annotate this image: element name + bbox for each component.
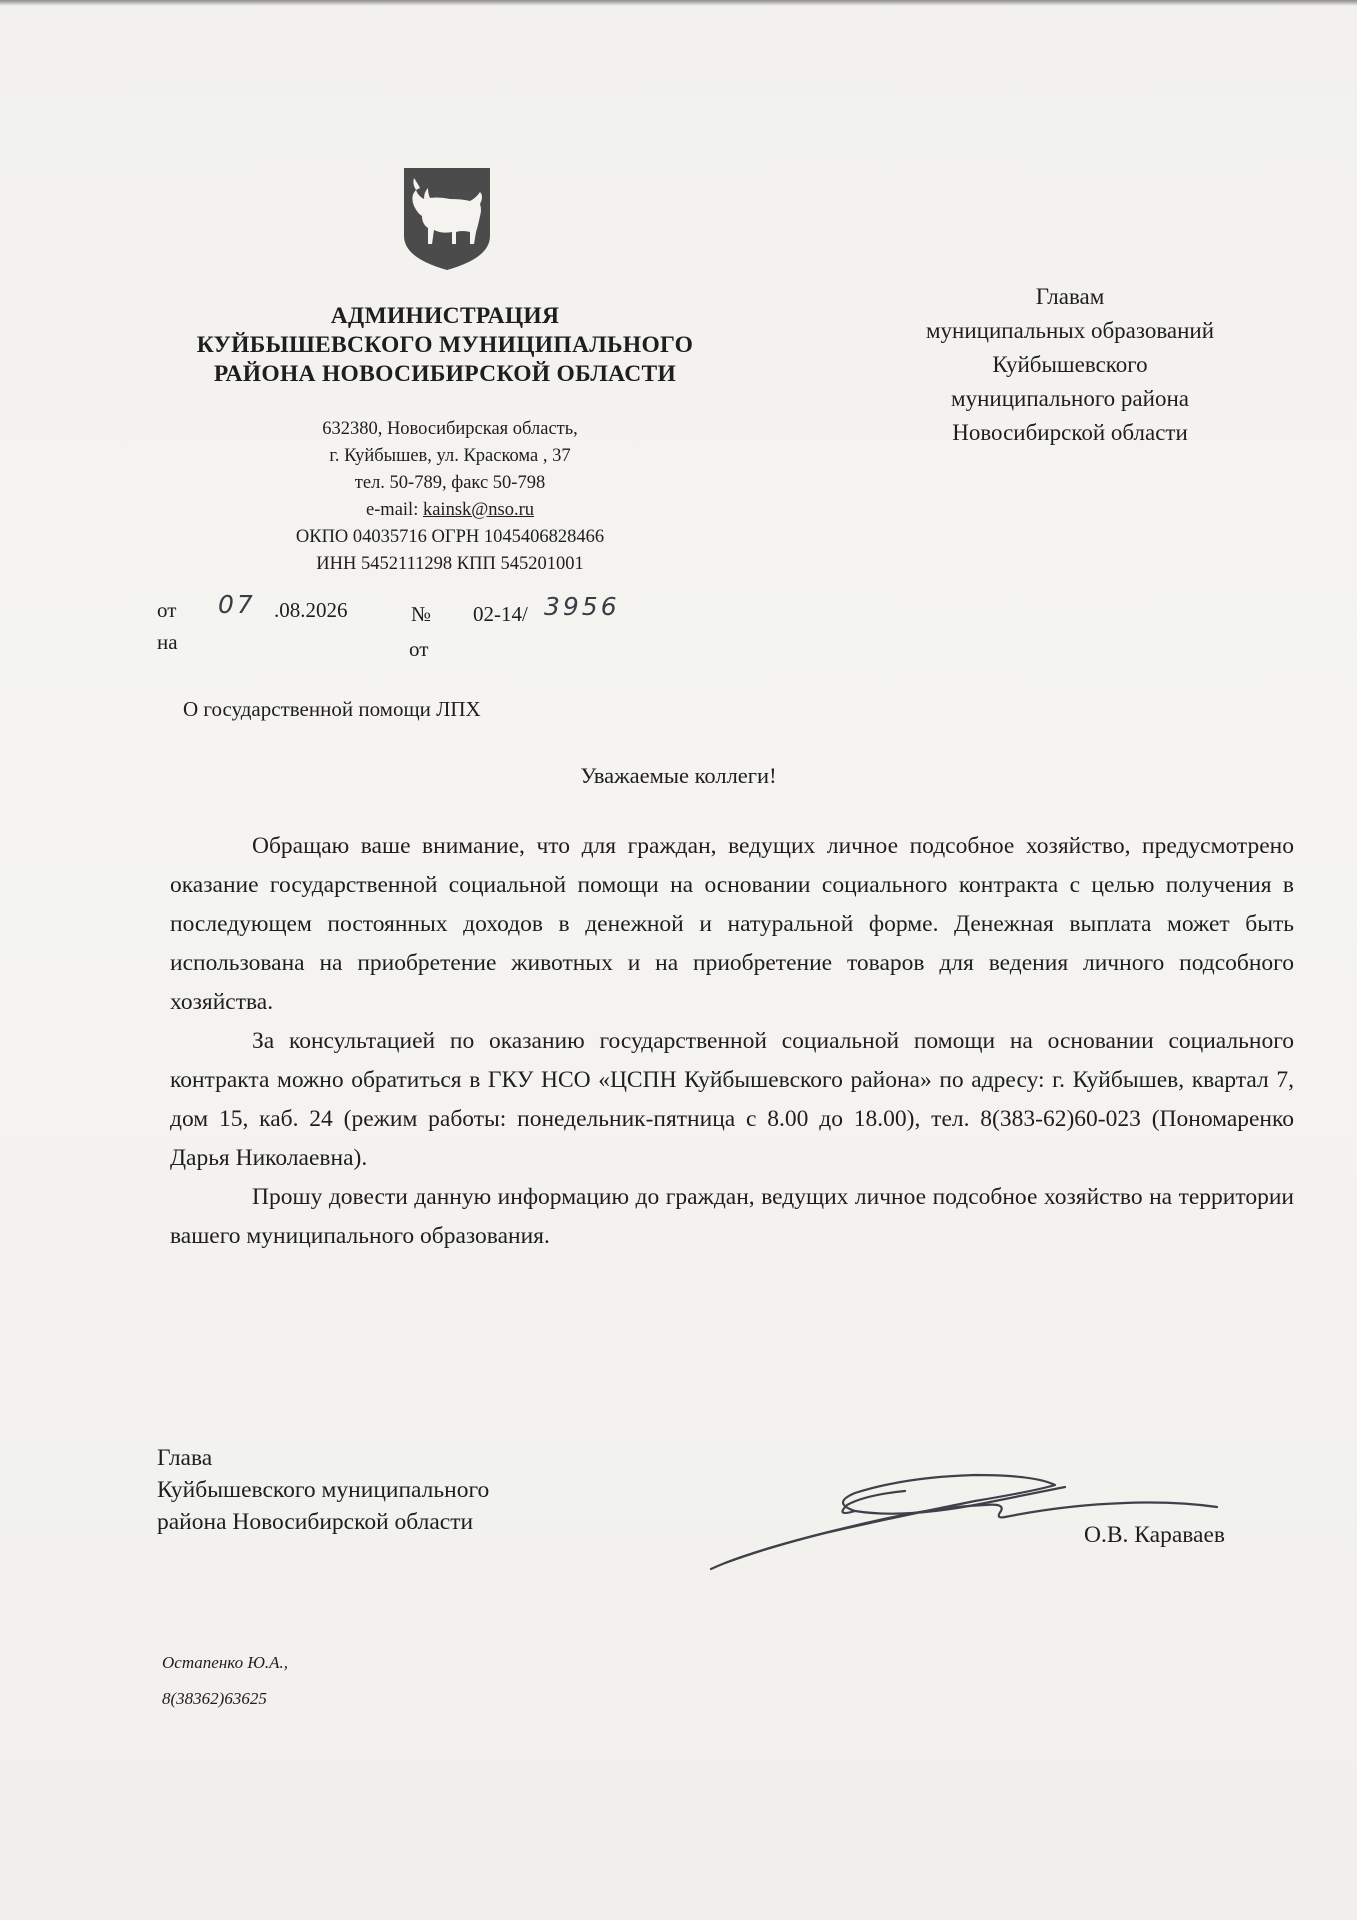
signer-title-line: района Новосибирской области: [157, 1509, 474, 1535]
number-handwritten: 3956: [544, 592, 620, 621]
page-edge-shadow: [0, 0, 1357, 6]
signer-title-line: Глава: [157, 1445, 213, 1471]
date-rest: .08.2026: [274, 598, 348, 622]
org-line: КУЙБЫШЕВСКОГО МУНИЦИПАЛЬНОГО: [196, 332, 694, 358]
bull-emblem-icon: [402, 166, 492, 272]
organization-name: [140, 302, 750, 389]
phone-line: тел. 50-789, факс 50-798: [354, 473, 546, 493]
executor-name: Остапенко Ю.А.,: [162, 1653, 289, 1672]
date-day-handwritten: 07: [218, 590, 256, 619]
recipient-block: [850, 280, 1290, 450]
body-paragraph: Прошу довести данную информацию до граждан, ведущих личное подсобное хозяйство на территории вашего муниципального образования.: [170, 1184, 1294, 1249]
signer-title: [157, 1442, 489, 1538]
recipient-line: Новосибирской области: [952, 420, 1188, 445]
email-label: e-mail:: [365, 500, 423, 520]
handwritten-signature-icon: [705, 1445, 1225, 1575]
body-paragraph: Обращаю ваше внимание, что для граждан, ведущих личное подсобное хозяйство, предусмотрено оказание государственной социальной помощи на основании социального контракта с целью получения в последующем постоянных доходов в денежной и натуральной форме. Денежная выплата может быть использована на приобретение животных и на приобретение товаров для ведения личного подсобного хозяйства.: [170, 833, 1294, 1015]
number-prefix: 02-14/: [473, 602, 528, 626]
letter-body: [170, 827, 1294, 1256]
executor-block: [162, 1645, 288, 1717]
inn-line: ИНН 5452111298 КПП 545201001: [316, 554, 584, 574]
to-label: на: [157, 630, 178, 654]
recipient-line: Главам: [1035, 284, 1105, 309]
okpo-line: ОКПО 04035716 ОГРН 1045406828466: [295, 527, 605, 547]
salutation: Уважаемые коллеги!: [580, 763, 777, 788]
org-line: РАЙОНА НОВОСИБИРСКОЙ ОБЛАСТИ: [213, 361, 677, 387]
org-line: АДМИНИСТРАЦИЯ: [330, 303, 560, 329]
number-label: №: [411, 602, 432, 626]
address-line: г. Куйбышев, ул. Краскома , 37: [329, 446, 571, 466]
body-paragraph: За консультацией по оказанию государственной социальной помощи на основании социального контракта можно обратиться в ГКУ НСО «ЦСПН Куйбышевского района» по адресу: г. Куйбышев, квартал 7, дом 15, каб. 24 (режим работы: понедельник-пятница с 8.00 до 18.00), тел. 8(383-62)60-023 (Пономаренко Дарья Николаевна).: [170, 1028, 1294, 1171]
executor-phone: 8(38362)63625: [162, 1689, 267, 1708]
signer-title-line: Куйбышевского муниципального: [157, 1477, 490, 1503]
recipient-line: муниципального района: [951, 386, 1189, 411]
email-link[interactable]: kainsk@nso.ru: [422, 500, 535, 520]
email-line: [190, 497, 710, 524]
from-label: от: [157, 598, 177, 622]
recipient-line: Куйбышевского: [992, 352, 1148, 377]
organization-contacts: [190, 416, 710, 578]
signer-name: О.В. Караваев: [1084, 1522, 1225, 1548]
letter-subject: О государственной помощи ЛПХ: [183, 697, 481, 721]
to-from-label: от: [409, 637, 429, 661]
address-line: 632380, Новосибирская область,: [322, 419, 578, 439]
recipient-line: муниципальных образований: [925, 318, 1215, 343]
